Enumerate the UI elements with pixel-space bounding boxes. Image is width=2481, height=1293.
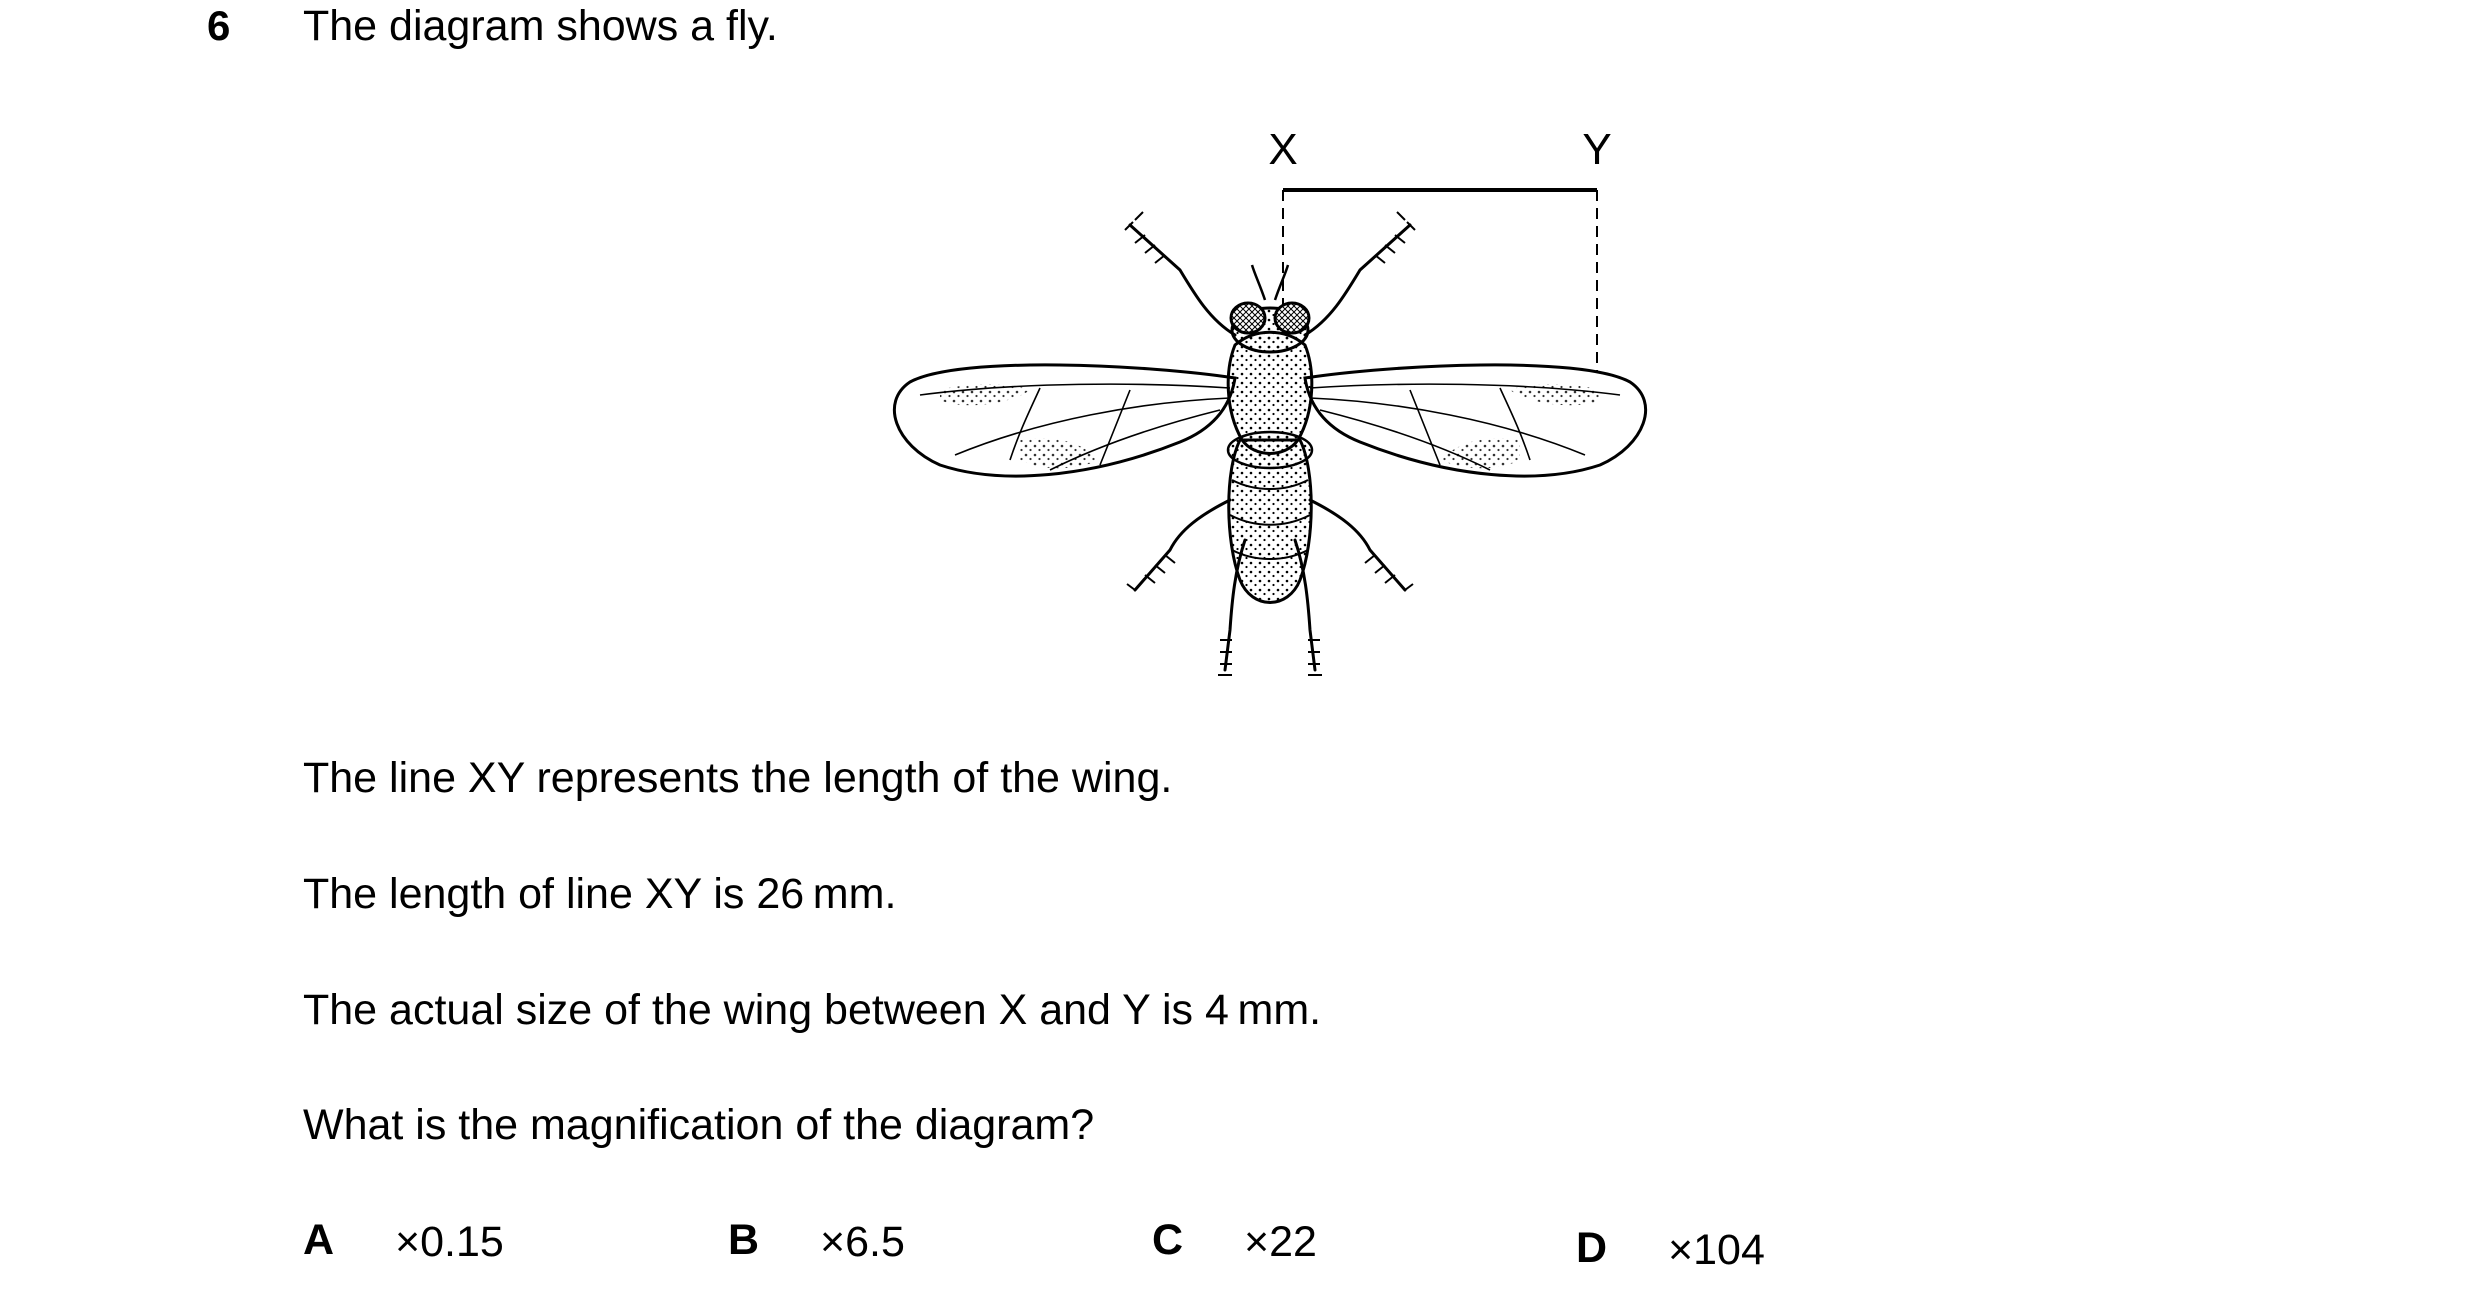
option-c-value: ×22	[1244, 1218, 1317, 1266]
option-a[interactable]	[303, 1214, 504, 1266]
option-a-value: ×0.15	[395, 1218, 504, 1266]
option-a-letter: A	[303, 1216, 335, 1264]
label-x: X	[1268, 125, 1298, 174]
head	[1231, 303, 1309, 352]
paragraph-question: What is the magnification of the diagram?	[303, 1101, 1095, 1149]
right-eye	[1275, 303, 1309, 333]
option-b-letter: B	[728, 1216, 760, 1264]
fly-diagram	[880, 120, 1660, 700]
paragraph-length-xy: The length of line XY is 26 mm.	[303, 870, 897, 918]
paragraph-line-xy: The line XY represents the length of the wing.	[303, 754, 1173, 802]
paragraph-actual-size: The actual size of the wing between X and Y is 4 mm.	[303, 986, 1322, 1034]
option-d-letter: D	[1576, 1224, 1608, 1272]
option-b[interactable]	[728, 1214, 905, 1266]
question-stem: The diagram shows a fly.	[303, 2, 778, 50]
question-number: 6	[207, 2, 231, 49]
option-c-letter: C	[1152, 1216, 1184, 1264]
option-c[interactable]	[1152, 1214, 1317, 1266]
option-b-value: ×6.5	[820, 1218, 905, 1266]
left-eye	[1231, 303, 1265, 333]
label-y: Y	[1582, 125, 1612, 174]
option-d-value: ×104	[1668, 1226, 1765, 1274]
option-d[interactable]	[1576, 1222, 1765, 1274]
